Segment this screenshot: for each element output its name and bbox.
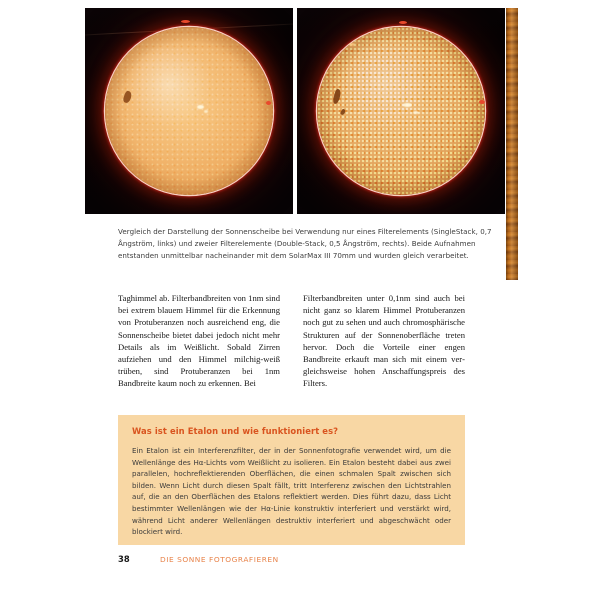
page-number: 38 bbox=[118, 554, 130, 564]
body-column-left: Taghimmel ab. Filterbandbreiten von 1nm sind bei extrem blauem Himmel für die Erkennung von Protuberanzen noch ausreichend eng, die Sonnenscheibe bietet dabei jedoch nicht mehr Details als im Weißlicht. Sobald Zirren aufziehen und den Himmel milchig-weiß trüben, sind Protuberanzen bei 1nm Bandbreite kaum noch zu erkennen. Bei bbox=[118, 293, 280, 389]
figure-caption: Vergleich der Darstellung der Sonnenscheibe bei Verwendung nur eines Filterelements (SingleStack, 0,7 Ångström, links) und zweier Filterelemente (Double-Stack, 0,5 Ångström, rechts). Beide Aufnahmen entstanden unmittelbar nacheinander mit dem SolarMax III 70mm und wurden gleich verarbeitet. bbox=[118, 227, 492, 261]
prominence-north bbox=[181, 20, 190, 23]
info-box-etalon bbox=[118, 415, 465, 545]
sun-image-single-stack bbox=[85, 8, 293, 214]
plage-feature bbox=[204, 110, 208, 113]
plage-feature bbox=[413, 111, 419, 114]
body-text-columns bbox=[118, 292, 466, 390]
sun-image-double-stack bbox=[297, 8, 505, 214]
info-box-title: Was ist ein Etalon und wie funktioniert es? bbox=[132, 426, 339, 436]
plage-feature bbox=[197, 105, 204, 109]
solar-disc bbox=[317, 27, 485, 195]
limb-darkening bbox=[105, 27, 273, 195]
plage-feature bbox=[403, 103, 412, 107]
figure-image-row bbox=[85, 8, 505, 214]
page-edge-strip-icon bbox=[506, 8, 518, 280]
body-column-right: Filterbandbreiten unter 0,1nm sind auch bei nicht ganz so klarem Himmel Protuberanzen noch gut zu sehen und auch chromosphärische Strukturen auf der Sonnenoberfläche treten hervor. Doch die Vorteile einer engen Bandbreite erkauft man sich mit einem vergleichsweise hohen Anschaffungspreis des Filters. bbox=[303, 293, 465, 389]
prominence-east bbox=[479, 100, 485, 104]
page-footer bbox=[118, 554, 498, 568]
plage-feature bbox=[349, 43, 355, 46]
prominence-east bbox=[266, 101, 271, 105]
solar-disc bbox=[105, 27, 273, 195]
prominence-north bbox=[399, 21, 407, 24]
info-box-text: Ein Etalon ist ein Interferenzfilter, der in der Sonnenfotografie verwendet wird, um die Wellenlänge des Hα-Lichts vom Weißlicht zu isolieren. Ein Etalon besteht dabei aus zwei parallelen, hochreflektierenden Oberflächen, die einen schmalen Spalt zwischen sich bilden. Wenn Licht durch diesen Spalt fällt, tritt Interferenz zwischen den Lichtstrahlen auf, die an den Oberflächen des Etalons reflektiert werden. Dies führt dazu, dass Licht bestimmter Wellenlängen wie der Hα-Linie konstruktiv interferiert und verstärkt wird, während Licht anderer Wellenlängen destruktiv interferiert und abgeschwächt oder blockiert wird. bbox=[132, 446, 451, 537]
running-head: DIE SONNE FOTOGRAFIEREN bbox=[160, 555, 279, 564]
